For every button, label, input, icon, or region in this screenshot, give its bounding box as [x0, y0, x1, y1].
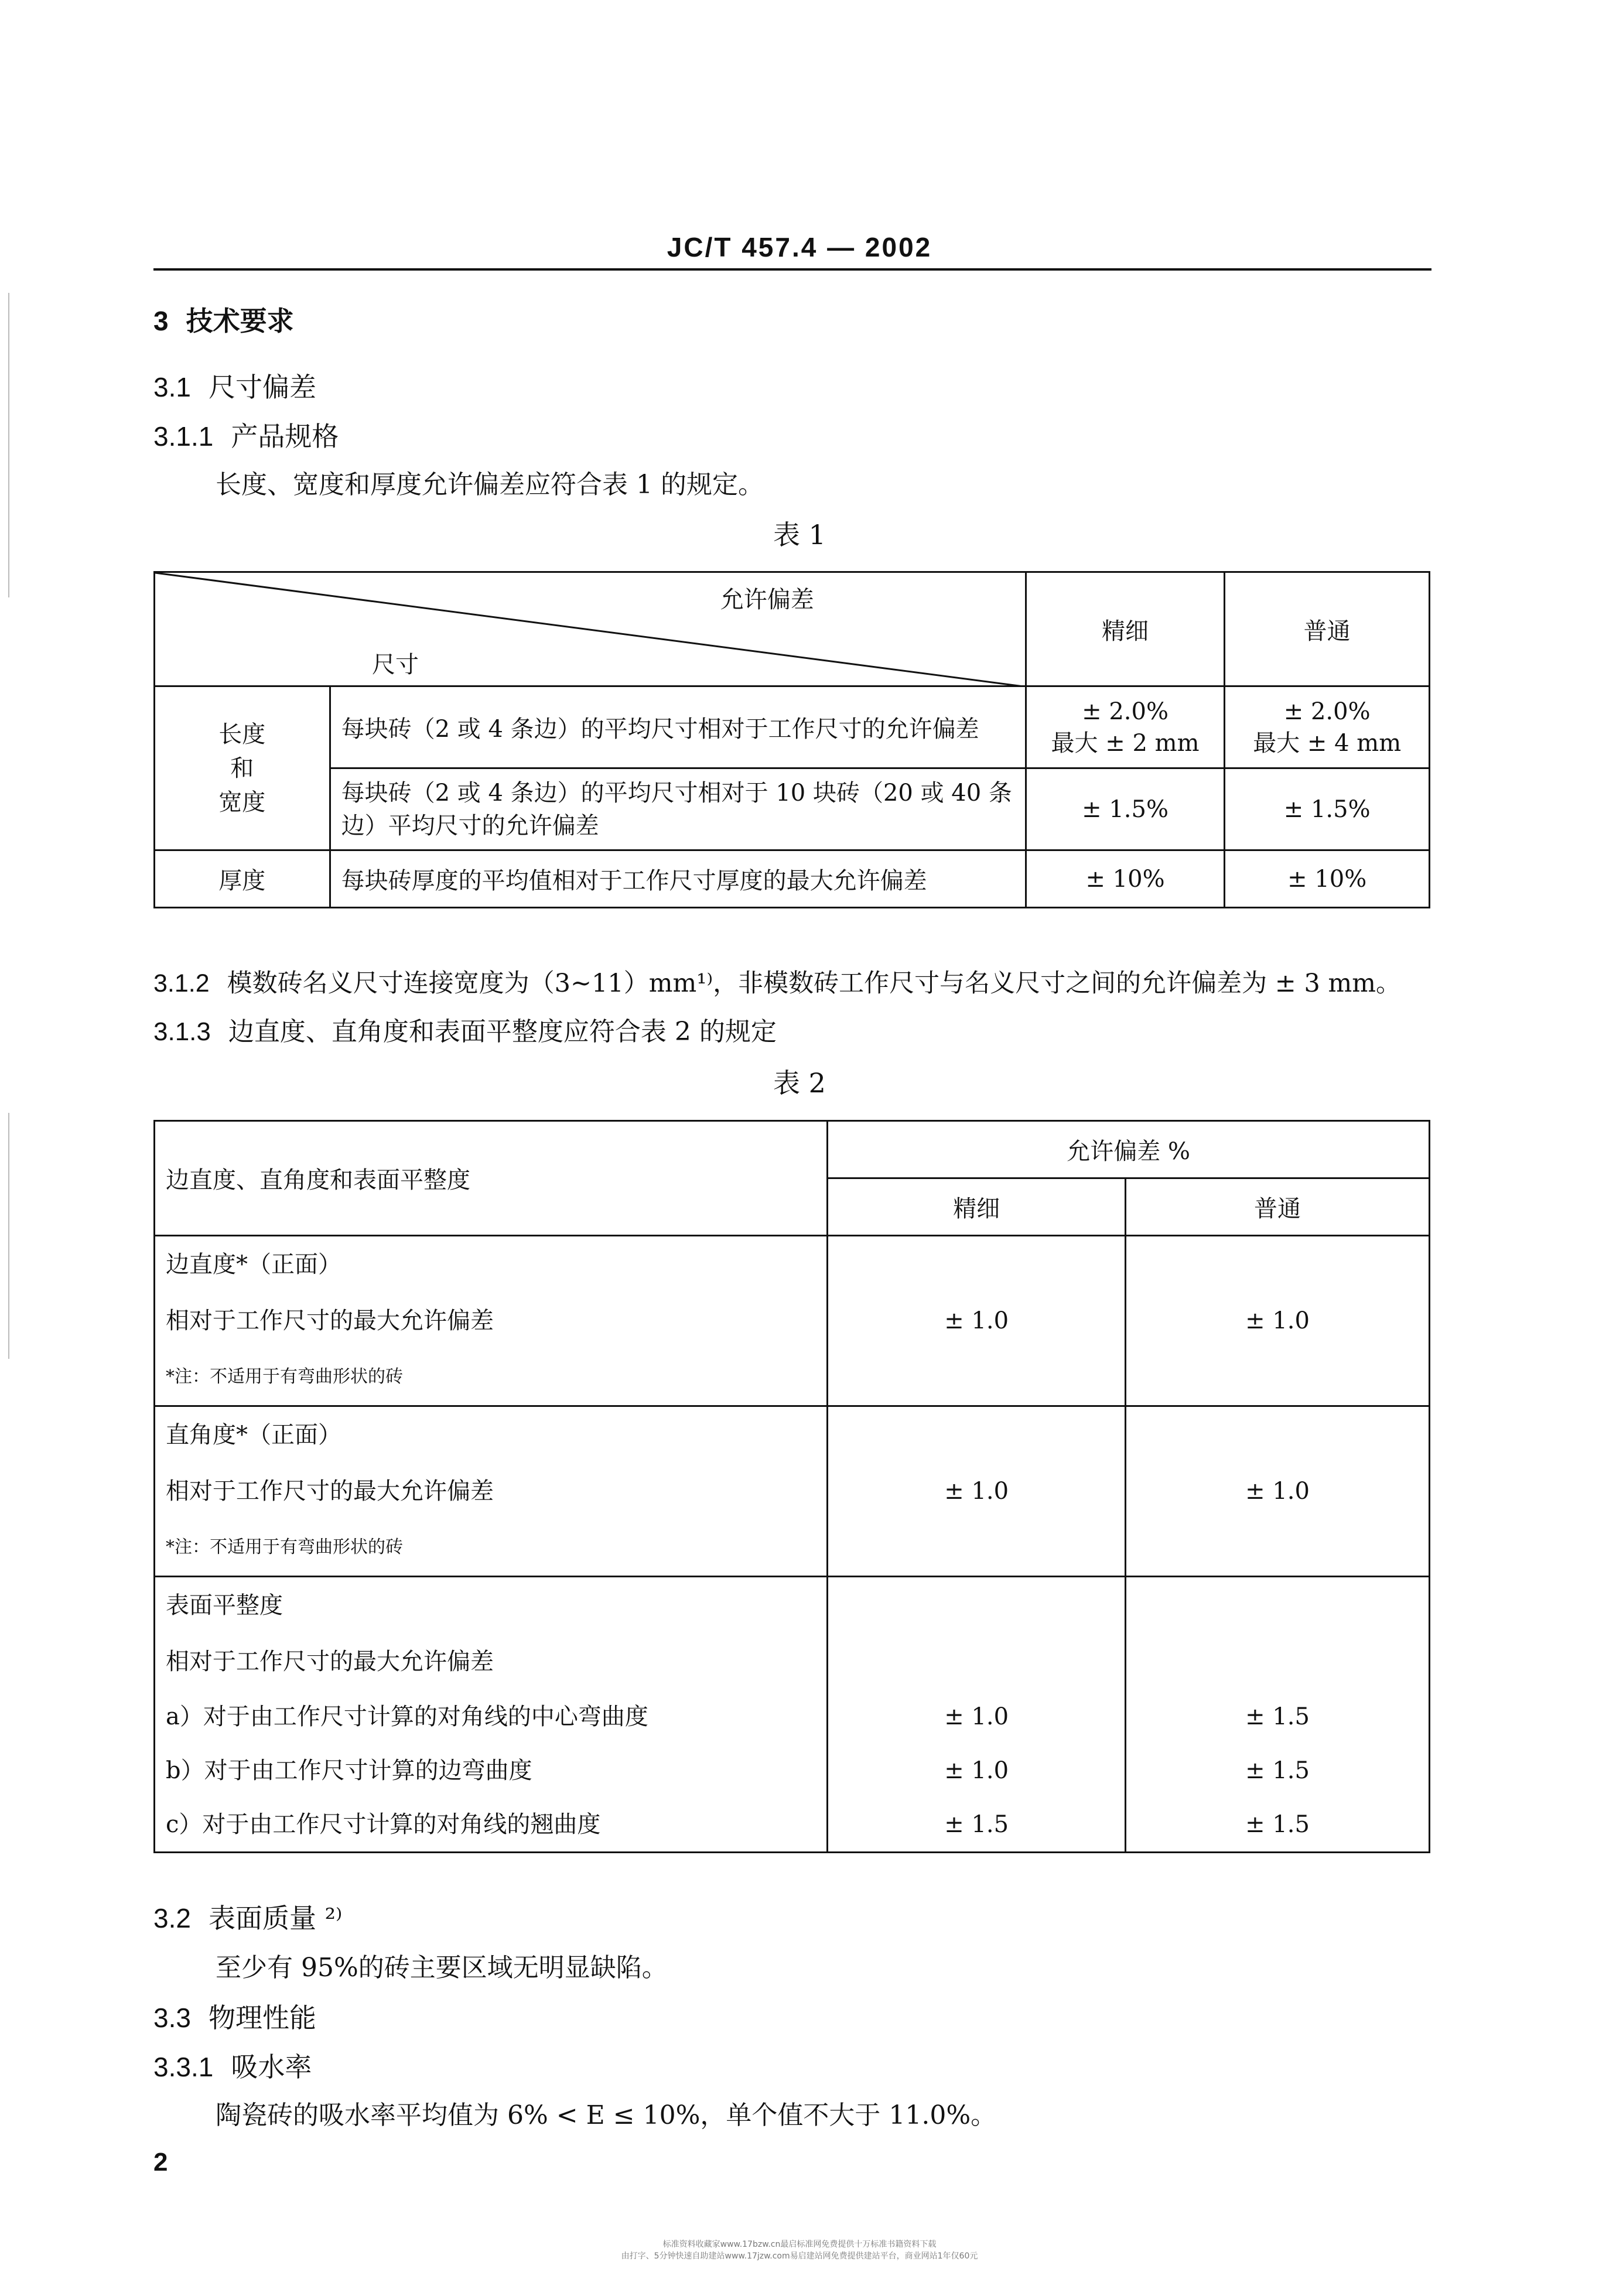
table1-col-fine: 精细 [1026, 572, 1225, 686]
table1-col-normal: 普通 [1225, 572, 1430, 686]
table2-block2-fine: ± 1.0 [828, 1406, 1126, 1577]
block3-b-normal: ± 1.5 [1245, 1757, 1310, 1784]
table1-header-size: 尺寸 [372, 651, 419, 678]
table-1 [153, 571, 1430, 908]
table1-row3-desc: 每块砖厚度的平均值相对于工作尺寸厚度的最大允许偏差 [330, 850, 1026, 908]
section-3-1-heading: 3.1 尺寸偏差 [153, 371, 316, 403]
block3-c-fine: ± 1.5 [944, 1811, 1009, 1838]
footer-line-2: 由打字、5分钟快速自助建站www.17jzw.com易启建站网免费提供建站平台，商业网站1年仅60元 [621, 2251, 978, 2261]
table1-row3-normal: ± 10% [1225, 850, 1430, 908]
block2-note: *注：不适用于有弯曲形状的砖 [166, 1537, 403, 1557]
block1-line: 相对于工作尺寸的最大允许偏差 [166, 1307, 494, 1334]
table1-row2-normal: ± 1.5% [1225, 768, 1430, 850]
table2-caption: 表 2 [773, 1067, 826, 1099]
section-3-3-1-heading: 3.3.1 吸水率 [153, 2051, 312, 2083]
table2-header-allowance: 允许偏差 % [828, 1121, 1430, 1178]
table2-block1-fine: ± 1.0 [828, 1236, 1126, 1406]
section-3-1-2: 3.1.2 模数砖名义尺寸连接宽度为（3~11）mm¹⁾，非模数砖工作尺寸与名义尺寸之间的允许偏差为 ± 3 mm。 [153, 969, 1402, 998]
block3-b-fine: ± 1.0 [944, 1757, 1009, 1784]
block3-a-normal: ± 1.5 [1245, 1703, 1310, 1730]
scan-edge-mark [8, 293, 9, 597]
block3-item-b: b）对于由工作尺寸计算的边弯曲度 [166, 1757, 532, 1784]
block3-title: 表面平整度 [166, 1592, 283, 1619]
block3-a-fine: ± 1.0 [944, 1703, 1009, 1730]
table2-block3-fine [828, 1577, 1126, 1853]
table1-row1-fine: ± 2.0% 最大 ± 2 mm [1026, 686, 1225, 768]
table1-header-allowance: 允许偏差 [720, 586, 814, 613]
block1-title: 边直度*（正面） [166, 1251, 341, 1278]
table1-row2-fine: ± 1.5% [1026, 768, 1225, 850]
table2-block2-desc [155, 1406, 828, 1577]
diagonal-line [155, 573, 1028, 687]
block3-line: 相对于工作尺寸的最大允许偏差 [166, 1648, 494, 1675]
page-number: 2 [153, 2148, 168, 2177]
table2-block3-normal [1126, 1577, 1430, 1853]
section-3-1-1-text: 长度、宽度和厚度允许偏差应符合表 1 的规定。 [216, 470, 764, 500]
standard-number: JC/T 457.4 — 2002 [667, 232, 932, 262]
footer-line-1: 标准资料收藏家www.17bzw.cn最启标准网免费提供十万标准书籍资料下载 [662, 2240, 937, 2249]
table2-block2-normal: ± 1.0 [1126, 1406, 1430, 1577]
table2-col-fine: 精细 [828, 1178, 1126, 1236]
table1-group-thickness: 厚度 [155, 850, 330, 908]
block2-title: 直角度*（正面） [166, 1422, 341, 1448]
block3-item-c: c）对于由工作尺寸计算的对角线的翘曲度 [166, 1811, 601, 1838]
section-3-1-1-heading: 3.1.1 产品规格 [153, 421, 339, 452]
table2-block3-desc [155, 1577, 828, 1853]
section-3-2-heading: 3.2 表面质量 ²⁾ [153, 1902, 343, 1934]
section-3-3-1-text: 陶瓷砖的吸水率平均值为 6% < E ≤ 10%，单个值不大于 11.0%。 [216, 2100, 997, 2130]
block2-line: 相对于工作尺寸的最大允许偏差 [166, 1478, 494, 1505]
table2-block1-normal: ± 1.0 [1126, 1236, 1430, 1406]
section-3-3-heading: 3.3 物理性能 [153, 2002, 316, 2034]
table1-caption: 表 1 [773, 519, 826, 551]
table1-row1-normal: ± 2.0% 最大 ± 4 mm [1225, 686, 1430, 768]
table2-header-left: 边直度、直角度和表面平整度 [155, 1121, 828, 1236]
table1-row3-fine: ± 10% [1026, 850, 1225, 908]
block3-item-a: a）对于由工作尺寸计算的对角线的中心弯曲度 [166, 1703, 648, 1730]
block3-c-normal: ± 1.5 [1245, 1811, 1310, 1838]
header-rule [153, 268, 1431, 271]
table1-group-length-width: 长度 和 宽度 [155, 686, 330, 850]
table1-diagonal-header [155, 572, 1026, 686]
table1-row2-desc: 每块砖（2 或 4 条边）的平均尺寸相对于 10 块砖（20 或 40 条边）平均尺寸的允许偏差 [330, 768, 1026, 850]
table-2 [153, 1120, 1430, 1853]
scan-edge-mark [8, 1113, 9, 1359]
footer-watermark [0, 2239, 1599, 2262]
table2-block1-desc [155, 1236, 828, 1406]
table1-row1-desc: 每块砖（2 或 4 条边）的平均尺寸相对于工作尺寸的允许偏差 [330, 686, 1026, 768]
table2-col-normal: 普通 [1126, 1178, 1430, 1236]
block1-note: *注：不适用于有弯曲形状的砖 [166, 1366, 403, 1387]
section-3-heading: 3 技术要求 [153, 305, 294, 337]
section-3-2-text: 至少有 95%的砖主要区域无明显缺陷。 [216, 1953, 668, 1983]
section-3-1-3: 3.1.3 边直度、直角度和表面平整度应符合表 2 的规定 [153, 1017, 777, 1047]
